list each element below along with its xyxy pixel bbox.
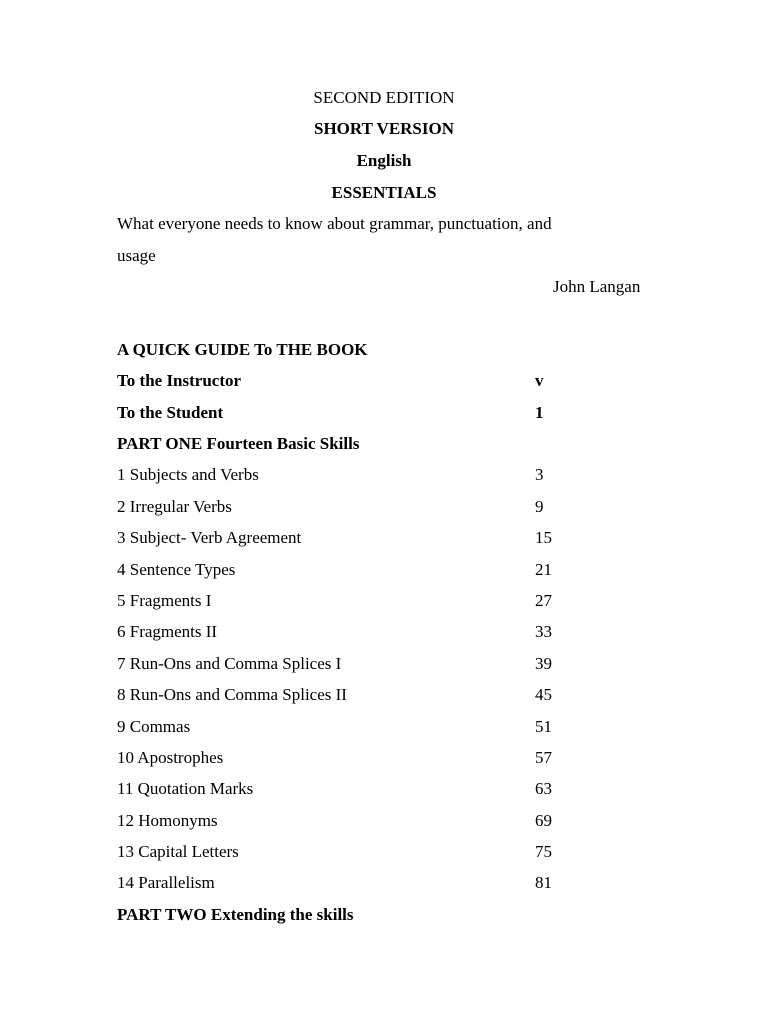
chapter-title: 7 Run-Ons and Comma Splices I xyxy=(117,654,342,673)
tagline-line-1: What everyone needs to know about grammar, punctuation, and xyxy=(117,214,552,233)
chapter-page: 45 xyxy=(535,685,552,704)
tagline-line-2: usage xyxy=(117,246,156,265)
part-one-heading: PART ONE Fourteen Basic Skills xyxy=(117,434,360,453)
chapter-title: 5 Fragments I xyxy=(117,591,212,610)
chapter-title: 14 Parallelism xyxy=(117,873,215,892)
chapter-page: 57 xyxy=(535,748,552,767)
toc-entry-title: To the Student xyxy=(117,403,224,422)
chapter-page: 33 xyxy=(535,622,552,641)
chapter-title: 8 Run-Ons and Comma Splices II xyxy=(117,685,347,704)
chapter-title: 4 Sentence Types xyxy=(117,560,236,579)
book-title: ESSENTIALS xyxy=(331,183,437,202)
author-name: John Langan xyxy=(553,277,641,296)
chapter-page: 3 xyxy=(535,465,544,484)
chapter-page: 21 xyxy=(535,560,552,579)
chapter-page: 69 xyxy=(535,811,552,830)
chapter-title: 6 Fragments II xyxy=(117,622,218,641)
toc-entry-title: To the Instructor xyxy=(117,371,242,390)
chapter-title: 9 Commas xyxy=(117,717,191,736)
part-two-heading: PART TWO Extending the skills xyxy=(117,905,354,924)
chapter-page: 39 xyxy=(535,654,552,673)
toc-entry-page: v xyxy=(535,371,544,390)
chapter-title: 13 Capital Letters xyxy=(117,842,239,861)
chapter-page: 81 xyxy=(535,873,552,892)
chapter-title: 2 Irregular Verbs xyxy=(117,497,232,516)
chapter-title: 12 Homonyms xyxy=(117,811,218,830)
guide-heading: A QUICK GUIDE To THE BOOK xyxy=(117,340,368,359)
chapter-page: 51 xyxy=(535,717,552,736)
version-line: SHORT VERSION xyxy=(313,119,455,138)
subject-line: English xyxy=(356,151,412,170)
chapter-page: 15 xyxy=(535,528,552,547)
chapter-page: 27 xyxy=(535,591,552,610)
chapter-title: 11 Quotation Marks xyxy=(117,779,254,798)
chapter-title: 3 Subject- Verb Agreement xyxy=(117,528,302,547)
chapter-title: 1 Subjects and Verbs xyxy=(117,465,259,484)
edition-line: SECOND EDITION xyxy=(313,88,455,107)
toc-entry-page: 1 xyxy=(535,403,544,422)
chapter-page: 9 xyxy=(535,497,544,516)
chapter-page: 63 xyxy=(535,779,552,798)
chapter-title: 10 Apostrophes xyxy=(117,748,224,767)
chapter-page: 75 xyxy=(535,842,552,861)
